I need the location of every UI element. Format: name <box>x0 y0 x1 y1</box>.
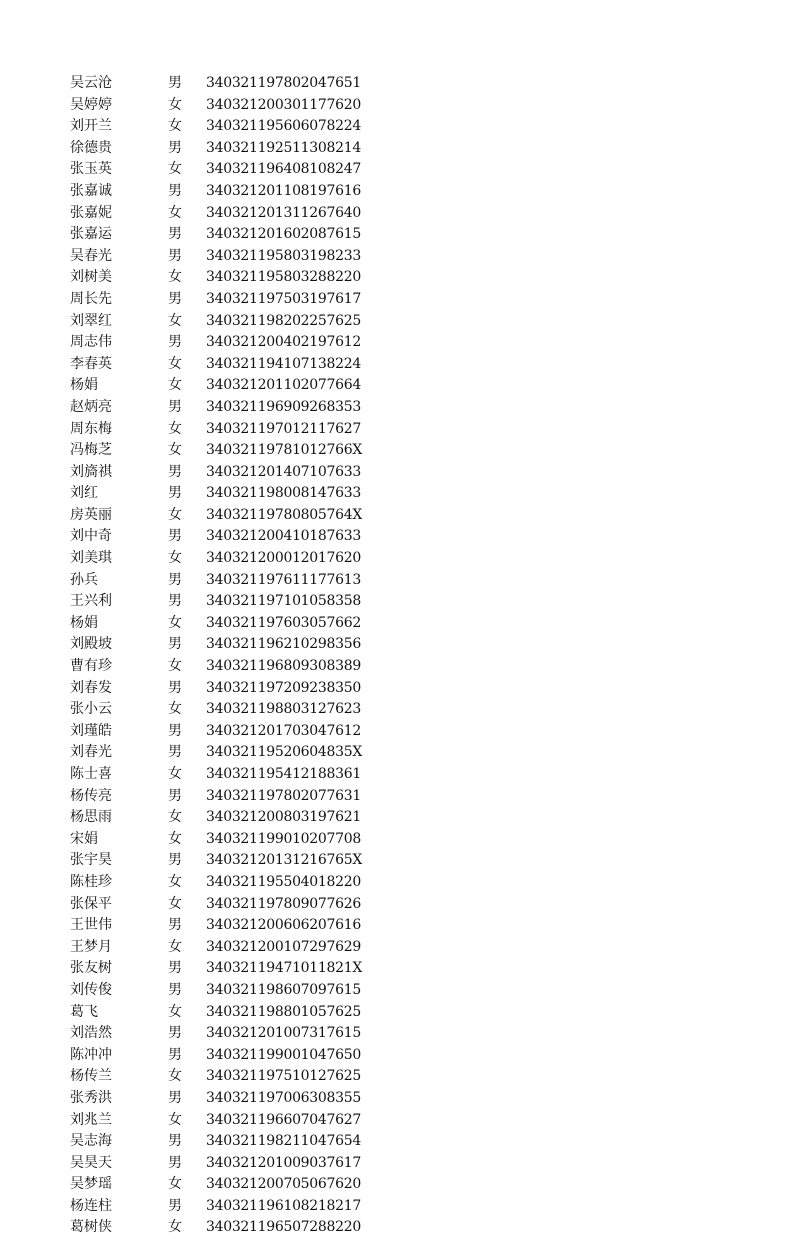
table-row <box>70 1066 390 1088</box>
name-cell: 陈冲冲 <box>70 1046 112 1063</box>
gender-cell: 男 <box>168 528 182 545</box>
id-number-cell: 340321201311267640 <box>206 204 361 221</box>
gender-cell: 男 <box>168 852 182 869</box>
gender-cell: 男 <box>168 75 182 91</box>
name-cell: 张玉英 <box>70 161 112 178</box>
name-cell: 张秀洪 <box>70 1089 112 1106</box>
gender-cell: 女 <box>168 96 182 113</box>
name-cell: 徐德贵 <box>70 139 112 156</box>
name-cell: 周志伟 <box>70 334 112 351</box>
table-row <box>70 116 390 138</box>
table-row <box>70 95 390 117</box>
gender-cell: 女 <box>168 895 182 912</box>
gender-cell: 女 <box>168 873 182 890</box>
id-number-cell: 340321201009037617 <box>206 1154 361 1171</box>
name-cell: 王世伟 <box>70 917 112 934</box>
name-cell: 杨传兰 <box>70 1068 112 1085</box>
gender-cell: 女 <box>168 312 182 329</box>
gender-cell: 女 <box>168 442 182 459</box>
name-cell: 杨娟 <box>70 614 98 631</box>
id-number-cell: 340321195606078224 <box>206 118 361 135</box>
id-number-cell: 340321195803198233 <box>206 247 361 264</box>
name-cell: 葛树侠 <box>70 1219 112 1236</box>
gender-cell: 女 <box>168 420 182 437</box>
id-number-cell: 340321196507288220 <box>206 1219 361 1236</box>
table-row <box>70 419 390 441</box>
gender-cell: 女 <box>168 1176 182 1193</box>
id-number-cell: 340321192511308214 <box>206 139 361 156</box>
id-number-cell: 340321196909268353 <box>206 398 361 415</box>
gender-cell: 男 <box>168 398 182 415</box>
name-cell: 刘翠红 <box>70 312 112 329</box>
table-row <box>70 850 390 872</box>
gender-cell: 女 <box>168 269 182 286</box>
name-cell: 葛飞 <box>70 1003 98 1020</box>
id-number-cell: 340321200107297629 <box>206 938 361 955</box>
id-number-cell: 340321200803197621 <box>206 809 361 826</box>
table-row <box>70 73 390 95</box>
name-cell: 王兴利 <box>70 593 112 610</box>
name-cell: 刘旖祺 <box>70 463 112 480</box>
table-row <box>70 483 390 505</box>
table-row <box>70 397 390 419</box>
id-number-cell: 340321201007317615 <box>206 1025 361 1042</box>
id-number-cell: 340321199001047650 <box>206 1046 361 1063</box>
id-number-cell: 340321198211047654 <box>206 1133 361 1150</box>
table-row <box>70 699 390 721</box>
name-cell: 张保平 <box>70 895 112 912</box>
name-cell: 宋娟 <box>70 830 98 847</box>
name-cell: 吴志海 <box>70 1133 112 1150</box>
gender-cell: 女 <box>168 830 182 847</box>
name-cell: 赵炳亮 <box>70 398 112 415</box>
gender-cell: 男 <box>168 593 182 610</box>
name-cell: 杨思雨 <box>70 809 112 826</box>
name-cell: 杨娟 <box>70 377 98 394</box>
id-number-cell: 340321196408108247 <box>206 161 361 178</box>
name-cell: 杨连柱 <box>70 1197 112 1214</box>
table-row <box>70 980 390 1002</box>
id-number-cell: 340321197209238350 <box>206 679 361 696</box>
gender-cell: 男 <box>168 334 182 351</box>
name-cell: 吴昊天 <box>70 1154 112 1171</box>
table-row <box>70 958 390 980</box>
name-cell: 刘瑾皓 <box>70 722 112 739</box>
table-row <box>70 1002 390 1024</box>
table-row <box>70 138 390 160</box>
id-number-cell: 340321197101058358 <box>206 593 361 610</box>
gender-cell: 女 <box>168 1111 182 1128</box>
table-row <box>70 829 390 851</box>
name-cell: 陈士喜 <box>70 766 112 782</box>
name-cell: 刘树美 <box>70 269 112 286</box>
name-cell: 吴春光 <box>70 247 112 264</box>
table-row <box>70 764 390 786</box>
gender-cell: 女 <box>168 1219 182 1236</box>
id-number-cell: 340321198202257625 <box>206 312 361 329</box>
table-row <box>70 1110 390 1132</box>
gender-cell: 男 <box>168 1197 182 1214</box>
gender-cell: 女 <box>168 377 182 394</box>
gender-cell: 女 <box>168 204 182 221</box>
table-row <box>70 267 390 289</box>
gender-cell: 女 <box>168 1003 182 1020</box>
gender-cell: 男 <box>168 1046 182 1063</box>
gender-cell: 女 <box>168 938 182 955</box>
table-row <box>70 462 390 484</box>
table-row <box>70 224 390 246</box>
id-number-cell: 340321201602087615 <box>206 226 361 243</box>
id-number-cell: 340321201108197616 <box>206 182 361 199</box>
gender-cell: 女 <box>168 1068 182 1085</box>
name-cell: 张小云 <box>70 701 112 718</box>
gender-cell: 男 <box>168 1025 182 1042</box>
id-number-cell: 34032119780805764X <box>206 506 362 523</box>
gender-cell: 女 <box>168 506 182 523</box>
gender-cell: 女 <box>168 550 182 567</box>
gender-cell: 男 <box>168 182 182 199</box>
gender-cell: 女 <box>168 658 182 675</box>
id-number-cell: 340321195504018220 <box>206 873 361 890</box>
id-number-cell: 340321196108218217 <box>206 1197 361 1214</box>
name-cell: 曹有珍 <box>70 658 112 675</box>
gender-cell: 女 <box>168 809 182 826</box>
name-cell: 张友树 <box>70 960 112 977</box>
table-row <box>70 937 390 959</box>
id-number-cell: 340321195412188361 <box>206 766 361 782</box>
table-row <box>70 159 390 181</box>
table-row <box>70 526 390 548</box>
table-row <box>70 1153 390 1175</box>
gender-cell: 男 <box>168 485 182 502</box>
table-row <box>70 181 390 203</box>
name-cell: 吴梦瑶 <box>70 1176 112 1193</box>
gender-cell: 男 <box>168 1154 182 1171</box>
table-row <box>70 634 390 656</box>
id-number-cell: 340321198801057625 <box>206 1003 361 1020</box>
table-row <box>70 591 390 613</box>
name-cell: 张嘉运 <box>70 226 112 243</box>
name-cell: 刘红 <box>70 485 98 502</box>
id-number-cell: 340321194107138224 <box>206 355 361 372</box>
table-row <box>70 332 390 354</box>
gender-cell: 男 <box>168 247 182 264</box>
name-cell: 周东梅 <box>70 420 112 437</box>
id-number-cell: 340321197006308355 <box>206 1089 361 1106</box>
name-cell: 刘开兰 <box>70 118 112 135</box>
name-cell: 刘美琪 <box>70 550 112 567</box>
gender-cell: 男 <box>168 981 182 998</box>
gender-cell: 男 <box>168 1133 182 1150</box>
table-row <box>70 1088 390 1110</box>
id-number-cell: 340321200705067620 <box>206 1176 361 1193</box>
id-number-cell: 340321198008147633 <box>206 485 361 502</box>
gender-cell: 女 <box>168 701 182 718</box>
id-number-cell: 340321200606207616 <box>206 917 361 934</box>
gender-cell: 女 <box>168 118 182 135</box>
table-row <box>70 915 390 937</box>
gender-cell: 男 <box>168 679 182 696</box>
table-row <box>70 375 390 397</box>
table-row <box>70 1023 390 1045</box>
id-number-cell: 340321197611177613 <box>206 571 361 588</box>
table-row <box>70 721 390 743</box>
table-row <box>70 203 390 225</box>
gender-cell: 男 <box>168 571 182 588</box>
roster-table <box>70 73 390 1239</box>
id-number-cell: 340321200301177620 <box>206 96 361 113</box>
name-cell: 吴云沧 <box>70 75 112 91</box>
name-cell: 杨传亮 <box>70 787 112 804</box>
gender-cell: 男 <box>168 139 182 156</box>
id-number-cell: 340321201102077664 <box>206 377 361 394</box>
id-number-cell: 34032119520604835X <box>206 744 362 761</box>
gender-cell: 男 <box>168 722 182 739</box>
id-number-cell: 34032119781012766X <box>206 442 362 459</box>
id-number-cell: 340321197510127625 <box>206 1068 361 1085</box>
name-cell: 陈桂珍 <box>70 873 112 890</box>
table-row <box>70 656 390 678</box>
table-row <box>70 786 390 808</box>
table-row <box>70 872 390 894</box>
name-cell: 刘传俊 <box>70 981 112 998</box>
gender-cell: 女 <box>168 355 182 372</box>
name-cell: 周长先 <box>70 290 112 307</box>
name-cell: 张嘉妮 <box>70 204 112 221</box>
id-number-cell: 340321197809077626 <box>206 895 361 912</box>
id-number-cell: 340321195803288220 <box>206 269 361 286</box>
table-row <box>70 289 390 311</box>
id-number-cell: 340321201703047612 <box>206 722 361 739</box>
table-row <box>70 807 390 829</box>
id-number-cell: 34032119471011821X <box>206 960 362 977</box>
table-row <box>70 1045 390 1067</box>
name-cell: 李春英 <box>70 355 112 372</box>
gender-cell: 男 <box>168 787 182 804</box>
name-cell: 刘中奇 <box>70 528 112 545</box>
name-cell: 吴婷婷 <box>70 96 112 113</box>
table-row <box>70 894 390 916</box>
id-number-cell: 340321197802047651 <box>206 75 361 91</box>
id-number-cell: 340321200402197612 <box>206 334 361 351</box>
name-cell: 刘殿坡 <box>70 636 112 653</box>
name-cell: 刘春发 <box>70 679 112 696</box>
table-row <box>70 570 390 592</box>
id-number-cell: 340321200410187633 <box>206 528 361 545</box>
table-row <box>70 354 390 376</box>
table-row <box>70 1217 390 1239</box>
gender-cell: 男 <box>168 917 182 934</box>
name-cell: 刘兆兰 <box>70 1111 112 1128</box>
table-row <box>70 742 390 764</box>
id-number-cell: 340321196210298356 <box>206 636 361 653</box>
table-row <box>70 1131 390 1153</box>
gender-cell: 女 <box>168 766 182 782</box>
gender-cell: 男 <box>168 226 182 243</box>
name-cell: 孙兵 <box>70 571 98 588</box>
table-row <box>70 548 390 570</box>
id-number-cell: 340321199010207708 <box>206 830 361 847</box>
name-cell: 张嘉诚 <box>70 182 112 199</box>
id-number-cell: 340321201407107633 <box>206 463 361 480</box>
table-row <box>70 440 390 462</box>
name-cell: 刘浩然 <box>70 1025 112 1042</box>
gender-cell: 男 <box>168 960 182 977</box>
gender-cell: 女 <box>168 161 182 178</box>
id-number-cell: 340321196809308389 <box>206 658 361 675</box>
gender-cell: 男 <box>168 290 182 307</box>
id-number-cell: 340321198607097615 <box>206 981 361 998</box>
id-number-cell: 340321196607047627 <box>206 1111 361 1128</box>
id-number-cell: 340321200012017620 <box>206 550 361 567</box>
gender-cell: 男 <box>168 463 182 480</box>
gender-cell: 男 <box>168 636 182 653</box>
table-row <box>70 246 390 268</box>
table-row <box>70 613 390 635</box>
name-cell: 张宇昊 <box>70 852 112 869</box>
table-row <box>70 1196 390 1218</box>
name-cell: 房英丽 <box>70 506 112 523</box>
name-cell: 王梦月 <box>70 938 112 955</box>
id-number-cell: 340321197503197617 <box>206 290 361 307</box>
table-row <box>70 505 390 527</box>
id-number-cell: 340321197012117627 <box>206 420 361 437</box>
gender-cell: 男 <box>168 1089 182 1106</box>
id-number-cell: 34032120131216765X <box>206 852 362 869</box>
table-row <box>70 1174 390 1196</box>
name-cell: 冯梅芝 <box>70 442 112 459</box>
gender-cell: 女 <box>168 614 182 631</box>
name-cell: 刘春光 <box>70 744 112 761</box>
id-number-cell: 340321198803127623 <box>206 701 361 718</box>
id-number-cell: 340321197603057662 <box>206 614 361 631</box>
id-number-cell: 340321197802077631 <box>206 787 361 804</box>
gender-cell: 男 <box>168 744 182 761</box>
table-row <box>70 311 390 333</box>
table-row <box>70 678 390 700</box>
